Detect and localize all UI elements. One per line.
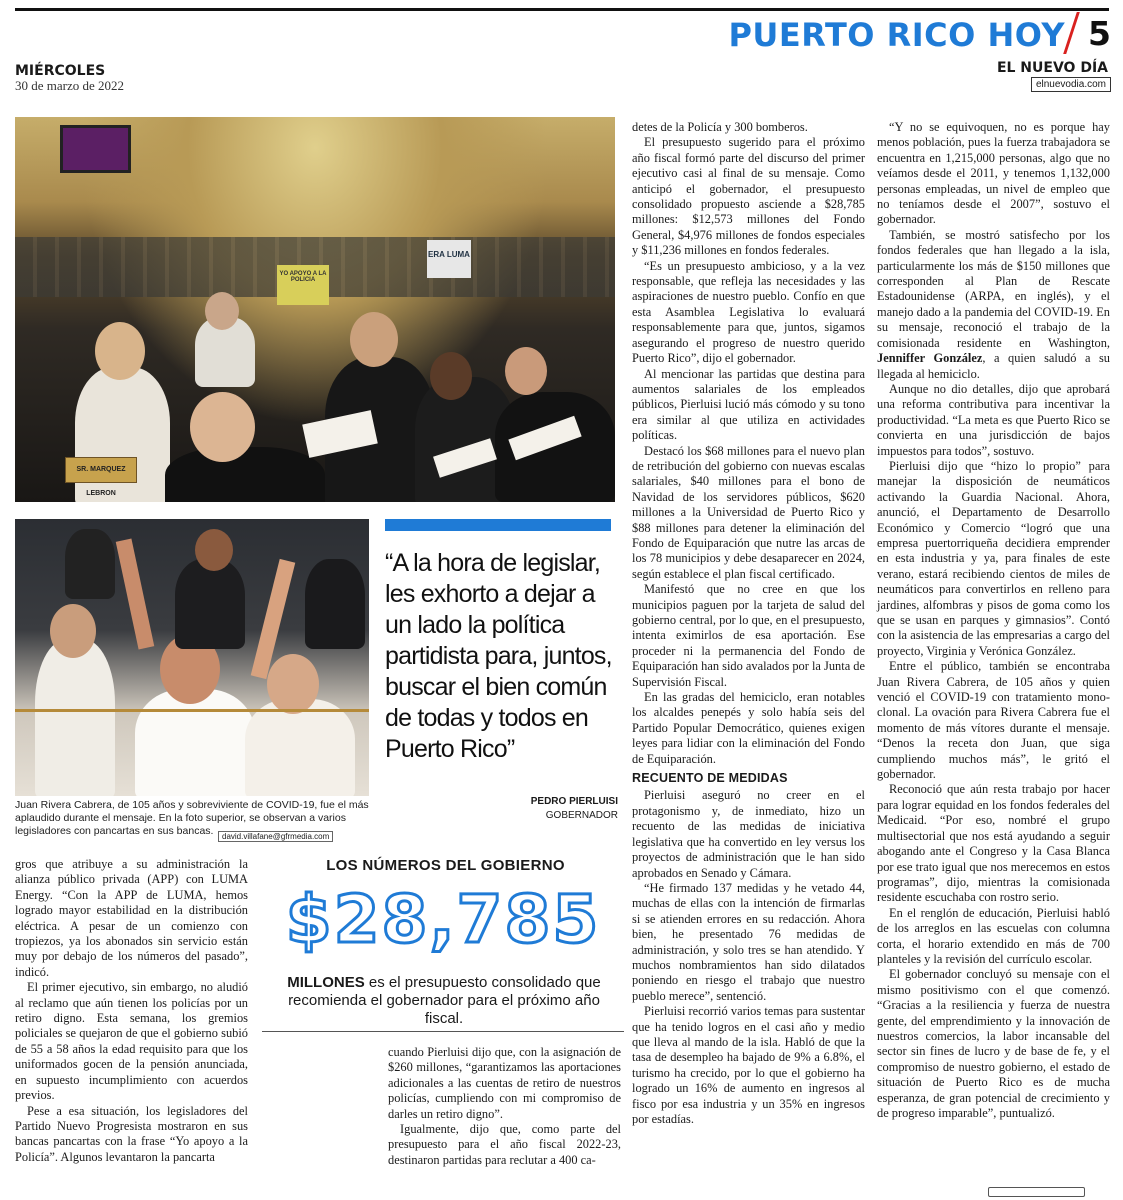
- tv-screen-shape: [60, 125, 131, 173]
- paragraph: Igualmente, dijo que, como parte del presupuesto para el año fiscal 2022-23, destinaron partidas para reclutar a 400 ca-: [388, 1122, 621, 1167]
- budget-description: [268, 974, 620, 1028]
- paragraph: Pese a esa situación, los legisladores del Partido Nuevo Progresista mostraron en sus bancas pancartas con la frase “Yo apoyo a la Policía”. Algunos levantaron la pancarta: [15, 1103, 248, 1164]
- paragraph: “Y no se equivoquen, no es porque hay menos población, pues la fuerza trabajadora se encuentra en 1,215,000 personas, algo que no veíamos desde el 2011, y tenemos 1,132,000 personas empleadas, un nivel de empleo que no teníamos desde el 2007”, sostuvo el gobernador.: [877, 120, 1110, 227]
- subheading: RECUENTO DE MEDIDAS: [632, 771, 788, 786]
- chamber-photo: [15, 117, 615, 502]
- photo-credit: david.villafane@gfrmedia.com: [218, 831, 333, 842]
- paragraph: El gobernador concluyó su mensaje con el mismo positivismo con el que comenzó. “Gracias a la resiliencia y fuerza de nuestra gente, del emprendimiento y la innovación de nuestros comercios, la labor incansable del sector sin fines de lucro y de base de fe, y el compromiso de nuestro gobierno, el estado de situación de Puerto Rico es de mucha esperanza, de gran potencial de crecimiento y de progreso imparable”, puntualizó.: [877, 967, 1110, 1120]
- date: 30 de marzo de 2022: [15, 78, 125, 93]
- paragraph: “He firmado 137 medidas y he vetado 44, muchas de ellas con la intención de firmarlas si se atienden errores en su redacción. Ahora bien, he presentado 76 medidas de administración, y solo tres se han atendido. Y muchos nombramientos han sido dilatados poniendo en riesgo el trabajo que nuestro pueblo merece”, sentenció.: [632, 880, 865, 1003]
- protest-sign: ERA LUMA: [427, 240, 471, 278]
- paragraph: Al mencionar las partidas que destina para aumentos salariales de los empleados públicos, Pierluisi lució más cómodo y su tono era similar al que utiliza en actividades políticas.: [632, 366, 865, 443]
- paragraph: En el renglón de educación, Pierluisi habló de los arreglos en las escuelas con columna corta, el horario extendido en más de 700 planteles y la revisión del currículo escolar.: [877, 905, 1110, 966]
- quote-author-role: GOBERNADOR: [545, 810, 618, 821]
- protest-sign: YO APOYO A LA POLICIA: [277, 265, 329, 305]
- paragraph: En las gradas del hemiciclo, eran notables los alcaldes penepés y solo había seis del Partido Popular Democrático, quienes exigen leyes para lidiar con la eliminación del Fondo de Equiparación.: [632, 690, 865, 766]
- quote-author: PEDRO PIERLUISI: [530, 796, 618, 807]
- highlighted-name: Jenniffer González: [877, 351, 983, 366]
- paragraph: El primer ejecutivo, sin embargo, no aludió al reclamo que aún tienen los policías por un retiro digno. Esta semana, los gremios policiales se quejaron de que el gobierno subió de 55 a 58 años la edad requisito para que los uniformados gocen de la pensión anunciada, en supuesto incumplimiento con acuerdos previos.: [15, 980, 248, 1103]
- paragraph: Manifestó que no cree en que los municipios paguen por la tarjeta de salud del gobierno central, por lo que, en el presupuesto, intenta eximirlos de esa aportación. Ese proceder ni la permanencia del Fondo de Equiparación han sido avalados por la Junta de Supervisión Fiscal.: [632, 582, 865, 689]
- paragraph: Pierluisi recorrió varios temas para sustentar que ha tenido logros en el casi año y medio que lleva al mando de la isla. Habló de que la tasa de desempleo ha bajado de 9% a 6.8%, el turismo ha crecido, por lo que el gobierno ha logrado un 16% de aumento en ingresos al fisco por esa industria y un 35% en ingresos por estadías.: [632, 1004, 865, 1126]
- budget-description-text: es el presupuesto consolidado que recomienda el gobernador para el próximo año fiscal.: [288, 974, 601, 1027]
- paragraph: Reconoció que aún resta trabajo por hacer para lograr equidad en los fondos federales del Medicaid. “Por eso, nombré el grupo multisectorial que nos está ayudando a seguir abogando ante el Congreso y la Casa Blanca por ese trato igual que nos merecemos en estos programas”, dijo, mientras la comisionada residente escuchaba con rostro serio.: [877, 782, 1110, 905]
- paragraph: Aunque no dio detalles, dijo que aprobará una reforma contributiva para incentivar la productividad. “La meta es que Puerto Rico se convierta en una jurisdicción de bajos impuestos para todos”, sostuvo.: [877, 381, 1110, 458]
- section-title: PUERTO RICO HOY: [728, 16, 1065, 54]
- audience-photo: [15, 519, 369, 796]
- paragraph: “Es un presupuesto ambicioso, y a la vez responsable, que refleja las necesidades y las aspiraciones de nuestro pueblo. Confío en que esta Asamblea Legislativa lo evaluará responsablemente para que, juntos, sigamos asegurando el progreso de nuestro querido Puerto Rico”, dijo el gobernador.: [632, 258, 865, 366]
- paragraph: Entre el público, también se encontraba Juan Rivera Cabrera, de 105 años y quien venció el COVID-19 con tratamiento monoclonal. La ovación para Rivera Cabrera fue el momento de más vítores durante el mensaje. “Denos la receta don Juan, que siga cumpliendo muchos más”, le gritó el gobernador.: [877, 659, 1110, 782]
- paragraph: Pierluisi aseguró no creer en el protagonismo y, de inmediato, hizo un recuento de las medidas de iniciativa legislativa que ha convertido en ley versus los proyectos de administración que le han sido aprobados en Senado y Cámara.: [632, 788, 865, 880]
- quote-accent-bar: [385, 519, 611, 531]
- numbers-heading: LOS NÚMEROS DEL GOBIERNO: [326, 857, 565, 874]
- paragraph-text: , a quien saludó a su llegada al hemiciclo.: [877, 351, 1110, 381]
- paragraph: gros que atribuye a su administración la alianza público privada (APP) con LUMA Energy. “Con la APP de LUMA, hemos logrado mayor estabilidad en la distribución eléctrica. A pesar de un comienzo con tropiezos, ya los abonados sin servicio están muy por debajo de los números del pasado”, indicó.: [15, 857, 248, 979]
- top-rule: [15, 8, 1109, 11]
- paragraph: detes de la Policía y 300 bomberos.: [632, 120, 808, 134]
- section-slash: [1063, 12, 1080, 54]
- page-number: 5: [1088, 14, 1111, 53]
- budget-figure: $28,785: [285, 881, 601, 958]
- photo-caption: Juan Rivera Cabrera, de 105 años y sobreviviente de COVID-19, fue el más aplaudido durante el mensaje. En la foto superior, se observan a varios legisladores con pancartas en sus bancas.: [15, 799, 369, 837]
- numbers-rule: [262, 1031, 624, 1032]
- budget-unit: MILLONES: [287, 974, 365, 991]
- article-column-3: [632, 120, 865, 1127]
- article-column-4: [877, 120, 1110, 1121]
- paragraph: Destacó los $68 millones para el nuevo plan de retribución del gobierno con nuevas escalas salariales, $40 millones para el bono de Navidad de los servidores públicos, $620 millones a la Universidad de Puerto Rico y $88 millones para detener la eliminación del Fondo de Equiparación que nutre las arcas de los 78 municipios y debe desaparecer en 2024, según establece el plan fiscal certificado.: [632, 443, 865, 581]
- paragraph: Pierluisi dijo que “hizo lo propio” para manejar la disposición de neumáticos activando la Guardia Nacional. Ahora, anunció, el Departamento de Desarrollo Económico y Comercio “logró que una empresa puertorriqueña decidiera emprender en esta industria y ya, para finales de este verano, estará recibiendo cientos de miles de neumáticos para convertirlos en relleno para jardines, alfombras y pisos de goma como los que se usan en parques y gimnasios”. Contó con la asistencia de las empresarias a cargo del proyecto, Virginia y Verónica González.: [877, 458, 1110, 658]
- paragraph: [877, 228, 1110, 382]
- weekday: MIÉRCOLES: [15, 63, 106, 79]
- paragraph: El presupuesto sugerido para el próximo año fiscal formó parte del discurso del primer ejecutivo casi al final de su mensaje. Como anticipó el gobernador, el presupuesto consolidado propuesto asciende a $28,785 millones: $12,573 millones del Fondo General, $4,976 millones de fondos especiales y $11,236 millones en fondos federales.: [632, 135, 865, 258]
- paragraph-text: También, se mostró satisfecho por los fondos federales que han llegado a la isla, particularmente los más de $150 millones que corresponden al Plan de Rescate Estadounidense (ARPA, en inglés), y el manejo dado a la pandemia del COVID-19. En su mensaje, reconoció el trabajo de la comisionada residente en Washington,: [877, 227, 1110, 350]
- website-link[interactable]: elnuevodia.com: [1031, 77, 1111, 92]
- paragraph: cuando Pierluisi dijo que, con la asignación de $260 millones, “garantizamos las aportaciones adicionales a las cuentas de retiro de nuestros policías, cumpliendo con mi compromiso de darles un retiro digno”.: [388, 1045, 621, 1121]
- footer-box: [988, 1187, 1085, 1197]
- pull-quote: “A la hora de legislar, les exhorto a dejar a un lado la política partidista para, juntos, buscar el bien común de todas y todos en Puerto Rico”: [385, 549, 612, 763]
- nameplate: SR. MARQUEZ LEBRON: [65, 457, 137, 483]
- article-column-1: [15, 857, 248, 1165]
- article-column-2: [388, 1045, 621, 1168]
- newspaper-brand: EL NUEVO DÍA: [996, 60, 1108, 76]
